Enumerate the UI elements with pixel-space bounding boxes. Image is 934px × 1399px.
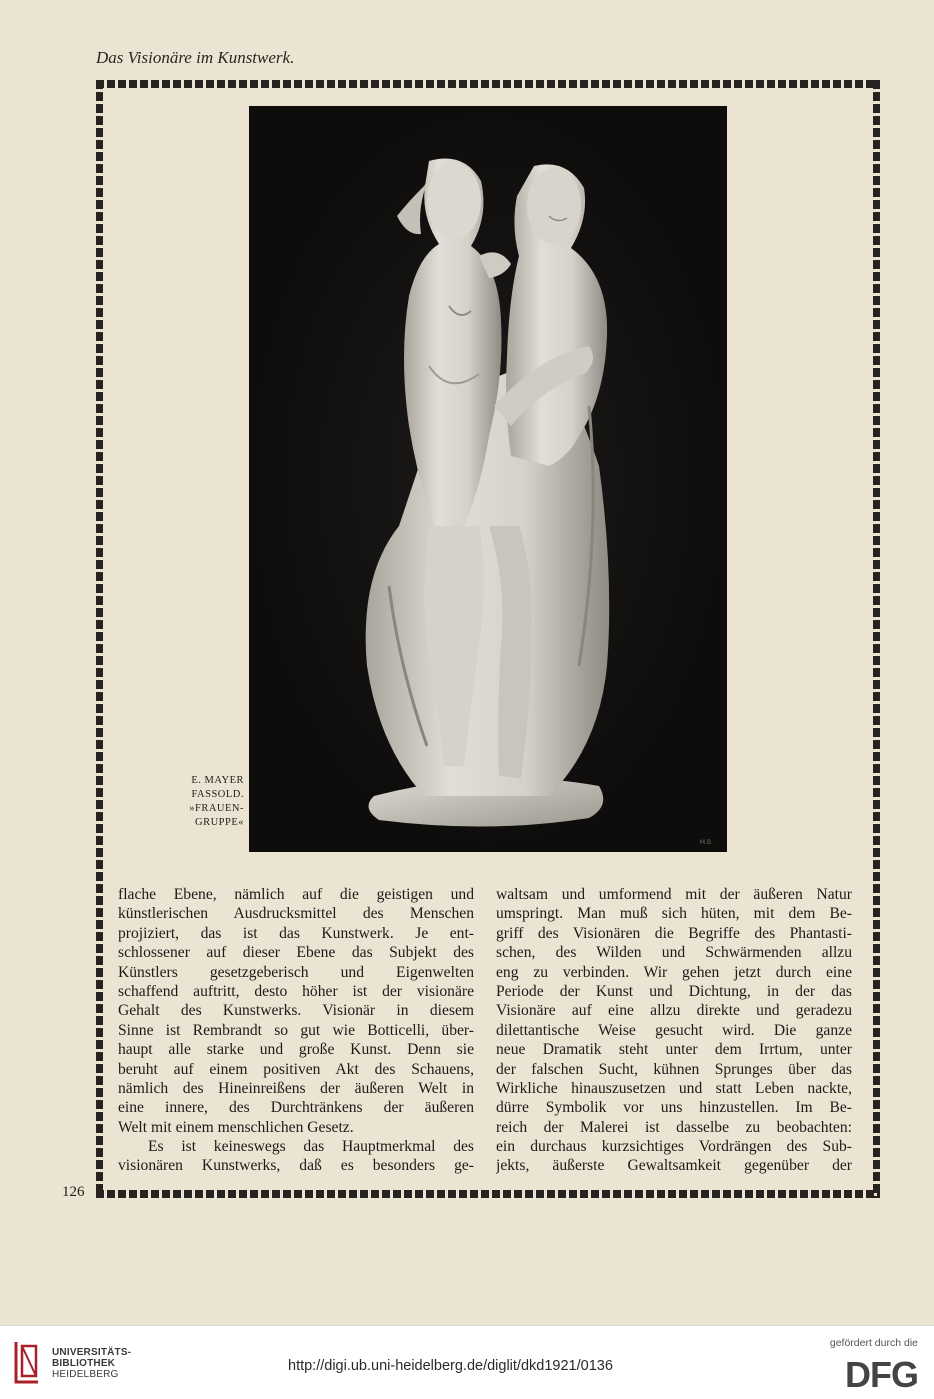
text-line: haupt alle starke und große Kunst. Denn sie bbox=[118, 1041, 474, 1059]
text-column-right bbox=[496, 885, 852, 1176]
text-line: projiziert, das ist das Kunstwerk. Je ent- bbox=[118, 924, 474, 942]
text-line: umspringt. Man muß sich hüten, mit dem Be- bbox=[496, 905, 852, 923]
text-line: beruht auf einem positiven Akt des Schauens, bbox=[118, 1060, 474, 1078]
ornamental-border-top bbox=[96, 80, 880, 88]
text-line: griff des Visionären die Begriffe des Phantasti- bbox=[496, 924, 852, 942]
photo-signature: M.B. bbox=[699, 839, 713, 846]
text-line: dilettantische Weise gesucht wird. Die ganze bbox=[496, 1021, 852, 1039]
text-line: Visionäre auf eine allzu direkte und geradezu bbox=[496, 1002, 852, 1020]
text-line: eine innere, des Durchtränkens der äußeren bbox=[118, 1099, 474, 1117]
institution-line: BIBLIOTHEK bbox=[52, 1358, 116, 1369]
dfg-logo: DFG bbox=[845, 1354, 918, 1395]
running-head: Das Visionäre im Kunstwerk. bbox=[96, 48, 295, 67]
text-line: Gehalt des Kunstwerks. Visionär in diesem bbox=[118, 1002, 474, 1020]
text-line: Es ist keineswegs das Hauptmerkmal des bbox=[148, 1138, 474, 1156]
institution-line: HEIDELBERG bbox=[52, 1369, 119, 1380]
permalink-url[interactable]: http://digi.ub.uni-heidelberg.de/diglit/dkd1921/0136 bbox=[288, 1358, 613, 1374]
text-line: der falschen Sucht, kühnen Sprunges über das bbox=[496, 1060, 852, 1078]
funding-label: gefördert durch die bbox=[829, 1337, 918, 1349]
text-line: schaffend auftritt, desto höher ist der visionäre bbox=[118, 982, 474, 1000]
text-line: waltsam und umformend mit der äußeren Natur bbox=[496, 886, 852, 903]
university-library-name bbox=[52, 1347, 131, 1380]
caption-line: FASSOLD. bbox=[191, 789, 244, 800]
text-line: Künstlers gesetzgeberisch und Eigenwelten bbox=[118, 963, 474, 981]
text-line: Periode der Kunst und Dichtung, in der das bbox=[496, 982, 852, 1000]
caption-line: E. MAYER bbox=[191, 775, 244, 786]
text-line: Welt mit einem menschlichen Gesetz. bbox=[118, 1118, 354, 1136]
text-line: schlossener auf dieser Ebene das Subjekt des bbox=[118, 944, 474, 962]
caption-line: GRUPPE« bbox=[194, 817, 244, 828]
sculpture-illustration bbox=[249, 106, 727, 852]
text-line: dürre Symbolik vor uns hinzustellen. Im Be- bbox=[496, 1099, 852, 1117]
text-line: künstlerischen Ausdrucksmittel des Menschen bbox=[118, 905, 474, 923]
text-line: ein durchaus kurzsichtiges Vordrängen des Sub- bbox=[496, 1138, 852, 1156]
text-line: eng zu verbinden. Wir gehen jetzt durch eine bbox=[496, 963, 852, 981]
viewer-footer bbox=[0, 1325, 934, 1399]
text-line: nämlich des Hineinreißens der äußeren Welt in bbox=[118, 1079, 474, 1097]
text-column-left bbox=[118, 885, 474, 1176]
text-line: schen, des Wilden und Schwärmenden allzu bbox=[496, 944, 852, 962]
ornamental-border-bottom bbox=[96, 1190, 880, 1198]
page-number: 126 bbox=[62, 1184, 85, 1200]
text-line: visionären Kunstwerks, daß es besonders ge- bbox=[118, 1157, 474, 1175]
text-line: neue Dramatik steht unter dem Irrtum, unter bbox=[496, 1041, 852, 1059]
institution-line: UNIVERSITÄTS- bbox=[52, 1347, 132, 1358]
ornamental-border-right bbox=[873, 80, 880, 1198]
text-line: flache Ebene, nämlich auf die geistigen und bbox=[118, 886, 474, 903]
text-line: reich der Malerei ist dasselbe zu beobachten: bbox=[496, 1118, 852, 1136]
ornamental-border-left bbox=[96, 80, 103, 1198]
text-line: jekts, äußerste Gewaltsamkeit gegenüber der bbox=[496, 1157, 852, 1175]
figure-caption bbox=[150, 774, 244, 830]
sculpture-photograph bbox=[249, 106, 727, 852]
text-line: Wirkliche hinauszusetzen und statt Leben nackte, bbox=[496, 1079, 852, 1097]
caption-line: »FRAUEN- bbox=[189, 803, 244, 814]
text-line: Sinne ist Rembrandt so gut wie Botticelli, über- bbox=[118, 1021, 474, 1039]
university-library-logo-icon bbox=[12, 1340, 42, 1384]
